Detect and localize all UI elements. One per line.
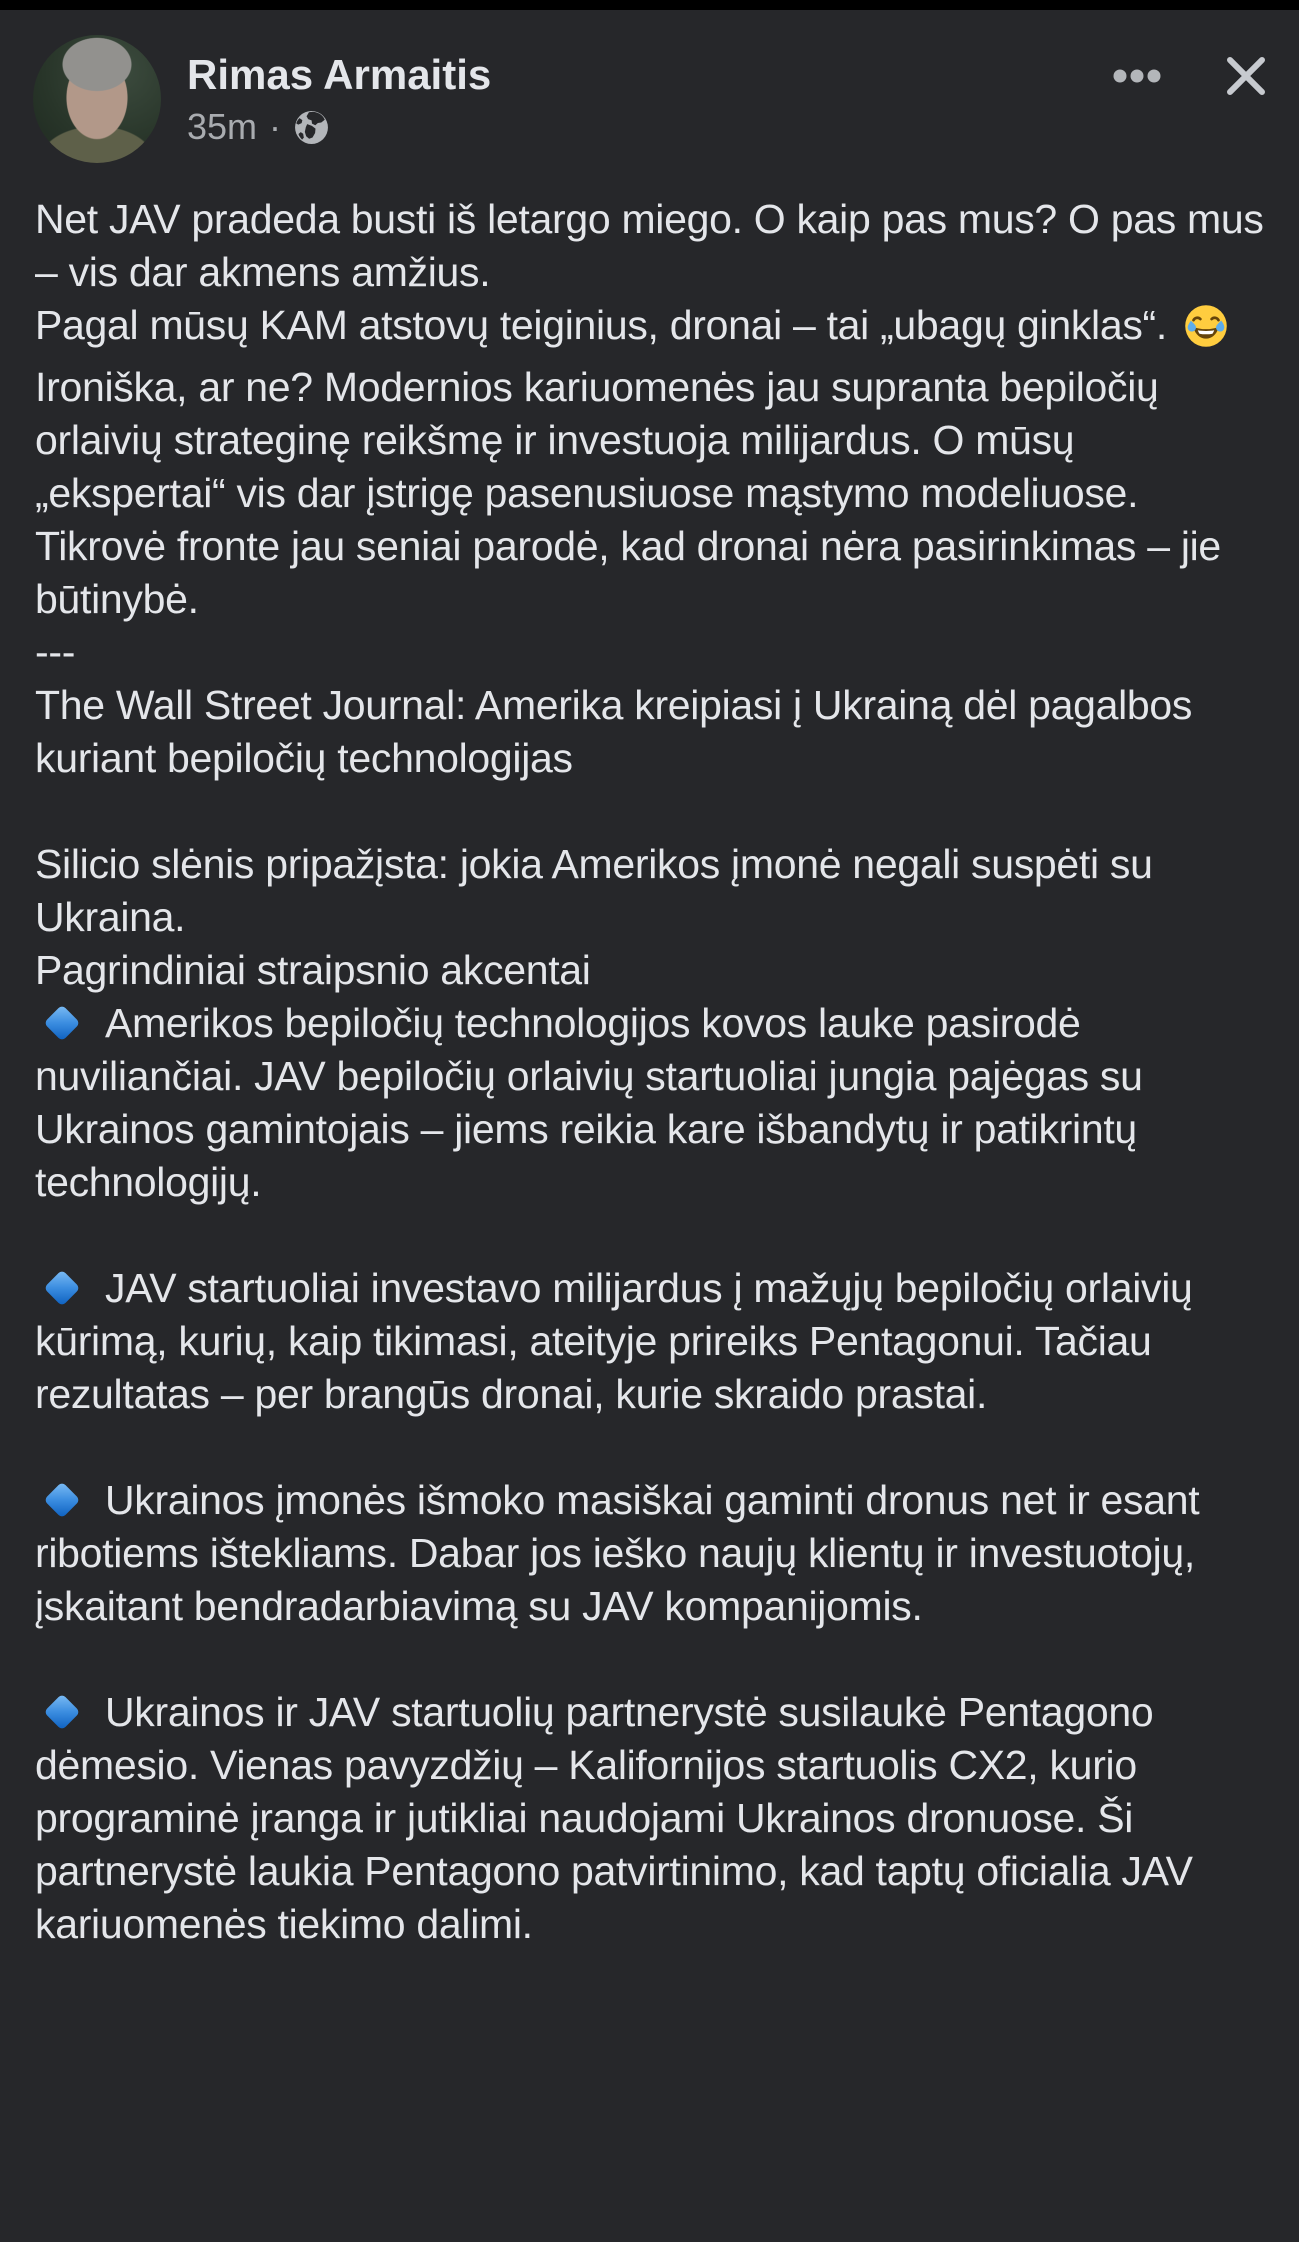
post-paragraph: Net JAV pradeda busti iš letargo miego. O kaip pas mus? O pas mus – vis dar akmens amžius.	[35, 196, 1264, 295]
post-paragraph: Ironiška, ar ne? Modernios kariuomenės jau supranta bepiločių orlaivių strateginę reikšmę ir investuoja milijardus. O mūsų „ekspertai“ vis dar įstrigę pasenusiuose mąstymo modeliuose. Tikrovė fronte jau seniai parodė, kad dronai nėra pasirinkimas – jie būtinybė.	[35, 364, 1221, 622]
post-paragraph-bullet: Amerikos bepiločių technologijos kovos lauke pasirodė nuviliančiai. JAV bepiločių orlaivių startuoliai jungia pajėgas su Ukrainos gamintojais – jiems reikia kare išbandytų ir patikrintų technologijų.	[35, 1000, 1143, 1205]
close-x-icon[interactable]	[1223, 53, 1269, 99]
timestamp: 35m	[187, 106, 258, 147]
blue-diamond-icon	[44, 1482, 81, 1519]
three-dots-menu-icon[interactable]	[1113, 68, 1161, 84]
post-meta	[187, 106, 491, 148]
top-black-bar	[0, 0, 1299, 10]
post-paragraph: The Wall Street Journal: Amerika kreipiasi į Ukrainą dėl pagalbos kuriant bepiločių technologijas	[35, 682, 1193, 781]
blue-diamond-icon	[44, 1694, 81, 1731]
post-paragraph: ---	[35, 629, 76, 675]
author-block	[187, 35, 491, 148]
post-paragraph-bullet: Ukrainos įmonės išmoko masiškai gaminti dronus net ir esant ribotiems ištekliams. Dabar jos ieško naujų klientų ir investuotojų, įskaitant bendradarbiavimą su JAV kompanijomis.	[35, 1477, 1200, 1629]
avatar[interactable]	[33, 35, 161, 163]
post-paragraph-bullet: JAV startuoliai investavo milijardus į mažųjų bepiločių orlaivių kūrimą, kurių, kaip tikimasi, ateityje prireiks Pentagonui. Tačiau rezultatas – per brangūs dronai, kurie skraido prastai.	[35, 1265, 1193, 1417]
post-paragraph: Pagal mūsų KAM atstovų teiginius, dronai – tai „ubagų ginklas“.	[35, 299, 1273, 361]
post-header	[0, 10, 1299, 163]
author-name[interactable]: Rimas Armaitis	[187, 51, 492, 98]
post-paragraph-bullet: Ukrainos ir JAV startuolių partnerystė susilaukė Pentagono dėmesio. Vienas pavyzdžių – Kalifornijos startuolis CX2, kurio programinė įranga ir jutikliai naudojami Ukrainos dronuose. Ši partnerystė laukia Pentagono patvirtinimo, kad taptų oficialia JAV kariuomenės tiekimo dalimi.	[35, 1689, 1193, 1947]
post-paragraph: Silicio slėnis pripažįsta: jokia Amerikos įmonė negali suspėti su Ukraina.	[35, 841, 1153, 940]
face-with-tears-of-joy-emoji	[1184, 304, 1228, 361]
meta-separator: ·	[269, 106, 282, 147]
blue-diamond-icon	[44, 1270, 81, 1307]
post-paragraph: Pagrindiniai straipsnio akcentai	[35, 947, 591, 993]
header-actions	[1113, 35, 1269, 99]
post-text	[0, 163, 1299, 1951]
globe-public-icon	[293, 109, 330, 146]
blue-diamond-icon	[44, 1005, 81, 1042]
